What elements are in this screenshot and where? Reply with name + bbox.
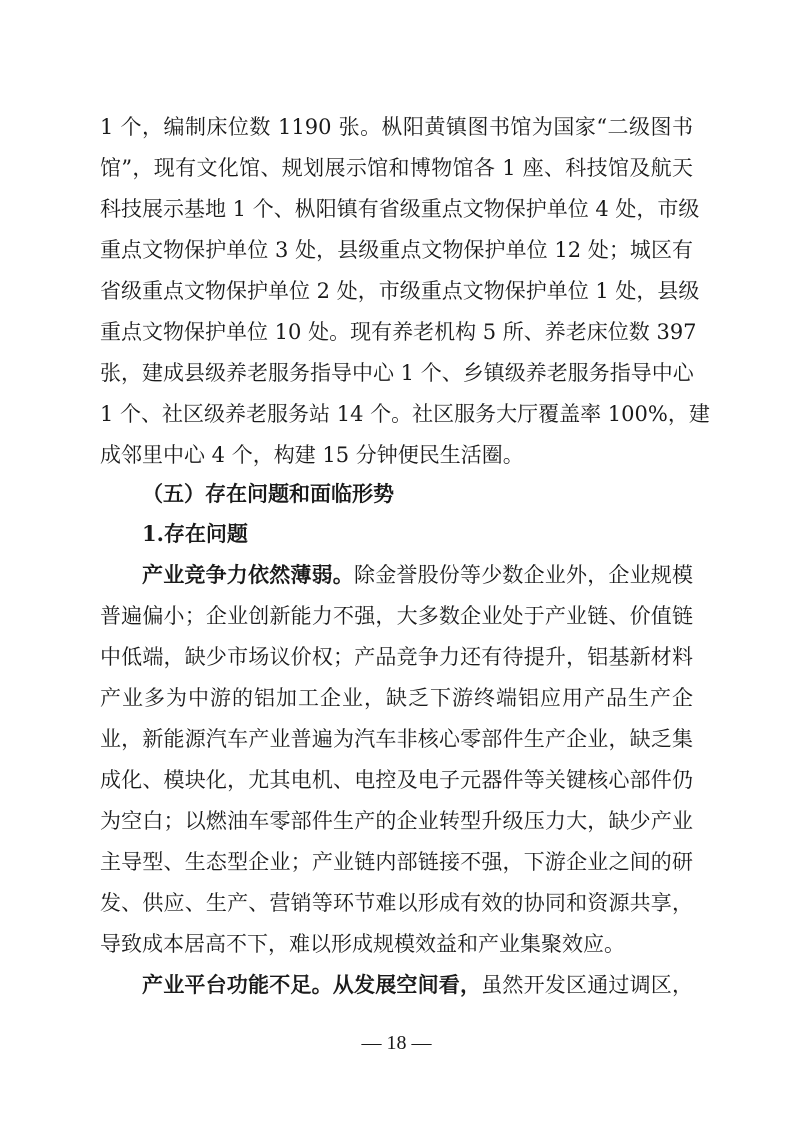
text-line: 省级重点文物保护单位 2 处，市级重点文物保护单位 1 处，县级 (100, 279, 700, 303)
text-line: 馆”，现有文化馆、规划展示馆和博物馆各 1 座、科技馆及航天 (100, 156, 693, 180)
text-line: 张，建成县级养老服务指导中心 1 个、乡镇级养老服务指导中心 (100, 361, 694, 385)
text-line: 重点文物保护单位 3 处，县级重点文物保护单位 12 处；城区有 (100, 238, 693, 262)
text-line: 重点文物保护单位 10 处。现有养老机构 5 所、养老床位数 397 (100, 320, 697, 344)
text-line: 成化、模块化，尤其电机、电控及电子元器件等关键核心部件仍 (100, 768, 693, 792)
text-line: 业，新能源汽车产业普遍为汽车非核心零部件生产企业，缺乏集 (100, 727, 693, 751)
text-line: 产业多为中游的铝加工企业，缺乏下游终端铝应用产品生产企 (100, 686, 693, 710)
text-line: 中低端，缺少市场议价权；产品竞争力还有待提升，铝基新材料 (100, 645, 693, 669)
paragraph-text: 除金誉股份等少数企业外，企业规模 (354, 563, 693, 587)
text-line: 1 个，编制床位数 1190 张。枞阳黄镇图书馆为国家“二级图书 (100, 115, 693, 139)
paragraph-industry-platform (142, 970, 693, 1000)
text-line: 主导型、生态型企业；产业链内部链接不强，下游企业之间的研 (100, 850, 693, 874)
text-line: 普遍偏小；企业创新能力不强，大多数企业处于产业链、价值链 (100, 604, 693, 628)
subsection-heading: 1.存在问题 (142, 521, 248, 546)
text-line (142, 560, 693, 590)
text-line: 成邻里中心 4 个，构建 15 分钟便民生活圈。 (100, 443, 524, 467)
paragraph-lead: 产业竞争力依然薄弱。 (142, 562, 354, 587)
paragraph-text: 虽然开发区通过调区， (481, 973, 694, 997)
section-heading: （五）存在问题和面临形势 (142, 481, 394, 506)
page-number: — 18 — (361, 1032, 432, 1054)
text-line: 1 个、社区级养老服务站 14 个。社区服务大厅覆盖率 100%，建 (100, 402, 710, 426)
text-line: 为空白；以燃油车零部件生产的企业转型升级压力大，缺少产业 (100, 809, 693, 833)
paragraph-lead: 产业平台功能不足。从发展空间看， (142, 972, 482, 997)
text-line: 科技展示基地 1 个、枞阳镇有省级重点文物保护单位 4 处，市级 (100, 197, 700, 221)
text-line: 导致成本居高不下，难以形成规模效益和产业集聚效应。 (100, 932, 625, 956)
text-line: 发、供应、生产、营销等环节难以形成有效的协同和资源共享， (100, 891, 693, 915)
